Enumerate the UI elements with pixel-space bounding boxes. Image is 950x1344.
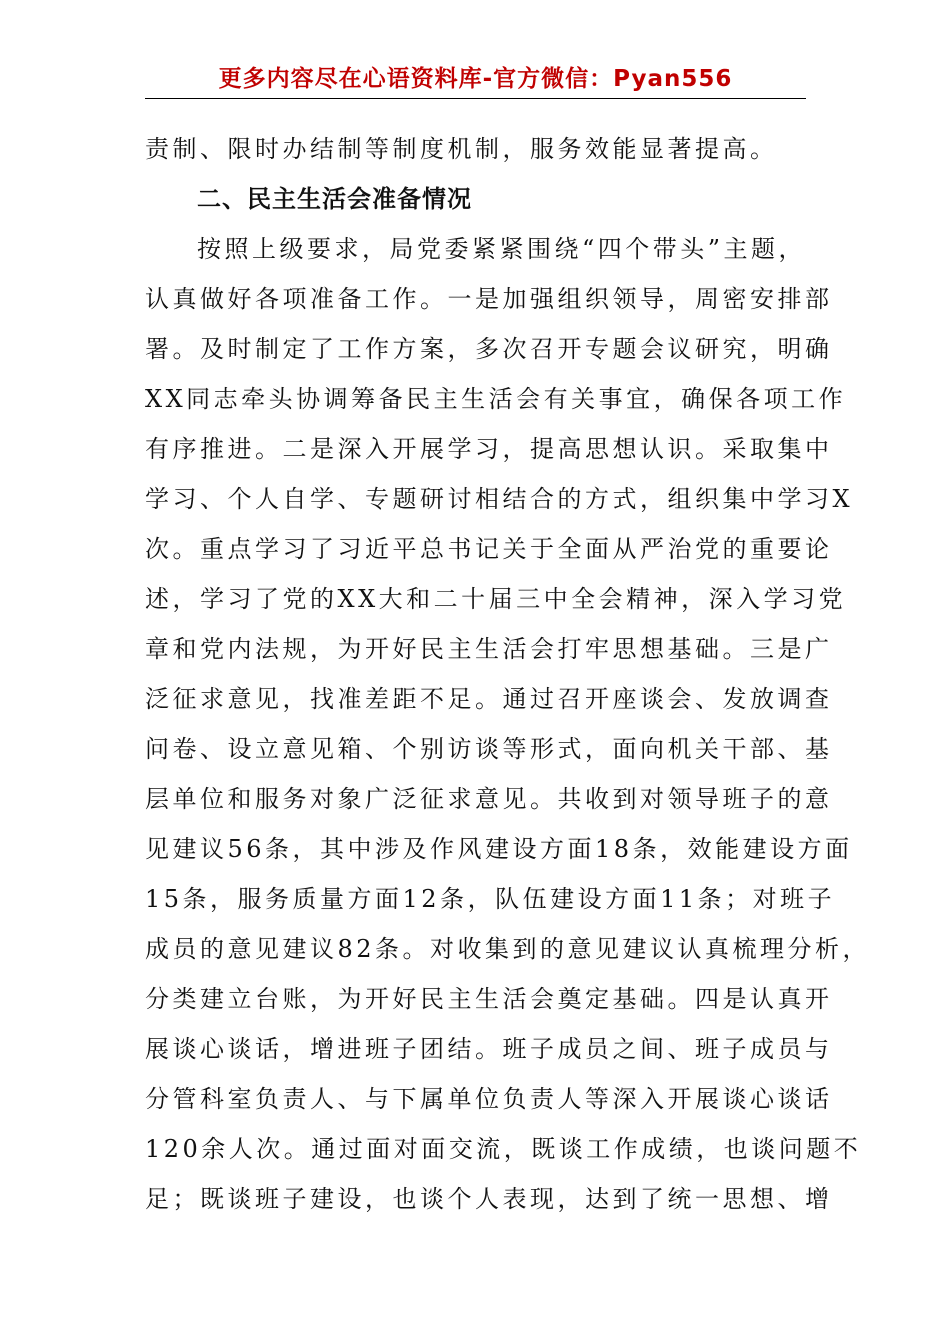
paragraph-line: 有序推进。二是深入开展学习，提高思想认识。采取集中 bbox=[145, 435, 833, 463]
paragraph-line: 见建议56条，其中涉及作风建设方面18条，效能建设方面 bbox=[145, 835, 853, 863]
paragraph-line: 学习、个人自学、专题研讨相结合的方式，组织集中学习X bbox=[145, 485, 854, 513]
section-heading: 二、民主生活会准备情况 bbox=[197, 185, 472, 213]
paragraph-line: 层单位和服务对象广泛征求意见。共收到对领导班子的意 bbox=[145, 785, 833, 813]
paragraph-line: 分管科室负责人、与下属单位负责人等深入开展谈心谈话 bbox=[145, 1085, 833, 1113]
paragraph-line: 展谈心谈话，增进班子团结。班子成员之间、班子成员与 bbox=[145, 1035, 833, 1063]
paragraph-line: 泛征求意见，找准差距不足。通过召开座谈会、发放调查 bbox=[145, 685, 833, 713]
document-body bbox=[145, 124, 871, 1224]
paragraph-line: 按照上级要求，局党委紧紧围绕“四个带头”主题， bbox=[197, 235, 807, 263]
watermark-header: 更多内容尽在心语资料库-官方微信：Pyan556 bbox=[218, 66, 733, 92]
paragraph-line: 15条，服务质量方面12条，队伍建设方面11条；对班子 bbox=[145, 885, 836, 913]
header-divider bbox=[145, 98, 806, 99]
paragraph-line: 问卷、设立意见箱、个别访谈等形式，面向机关干部、基 bbox=[145, 735, 833, 763]
paragraph-line: 120余人次。通过面对面交流，既谈工作成绩，也谈问题不 bbox=[145, 1135, 862, 1163]
paragraph-line: 署。及时制定了工作方案，多次召开专题会议研究，明确 bbox=[145, 335, 833, 363]
paragraph-line: 责制、限时办结制等制度机制，服务效能显著提高。 bbox=[145, 135, 778, 163]
paragraph-line: 述，学习了党的XX大和二十届三中全会精神，深入学习党 bbox=[145, 585, 847, 613]
paragraph-line: 分类建立台账，为开好民主生活会奠定基础。四是认真开 bbox=[145, 985, 833, 1013]
paragraph-line: 认真做好各项准备工作。一是加强组织领导，周密安排部 bbox=[145, 285, 833, 313]
paragraph-line: 成员的意见建议82条。对收集到的意见建议认真梳理分析， bbox=[145, 935, 871, 963]
paragraph-line: 次。重点学习了习近平总书记关于全面从严治党的重要论 bbox=[145, 535, 833, 563]
paragraph-line: 章和党内法规，为开好民主生活会打牢思想基础。三是广 bbox=[145, 635, 833, 663]
paragraph-line: 足；既谈班子建设，也谈个人表现，达到了统一思想、增 bbox=[145, 1185, 833, 1213]
paragraph-line: XX同志牵头协调筹备民主生活会有关事宜，确保各项工作 bbox=[145, 385, 847, 413]
